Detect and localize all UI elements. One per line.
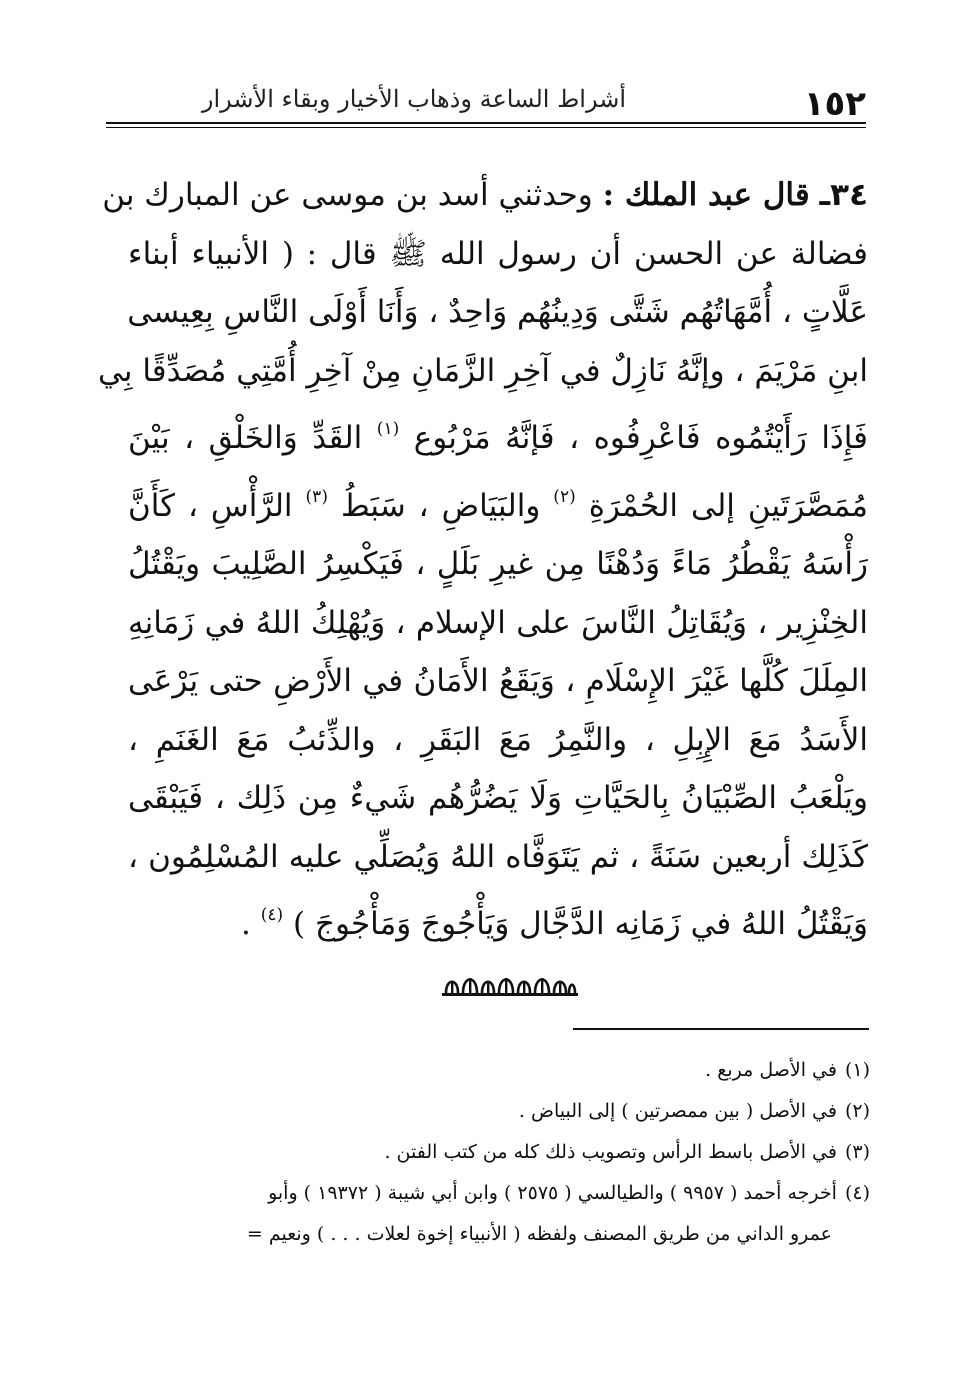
text-line	[102, 166, 868, 225]
hadith-speaker: قال عبد الملك :	[602, 177, 810, 213]
footnote-number: (١)	[844, 1059, 870, 1081]
text-line: ابنِ مَرْيَمَ ، وإنَّهُ نَازِلٌ في آخِرِ الزَّمَانِ مِنْ آخِرِ أُمَّتِي مُصَدِّقًا بِي	[98, 352, 868, 389]
text-line: الخِنْزِير ، وَيُقَاتِلُ النَّاسَ على الإسلام ، وَيُهْلِكُ اللهُ في زَمَانِهِ	[128, 604, 868, 641]
text-segment: .	[241, 906, 251, 942]
footnotes	[128, 1050, 870, 1255]
text-segment: والبَيَاضِ ، سَبَطُ	[340, 487, 541, 524]
text-line	[128, 886, 868, 954]
footnote-item	[128, 1091, 870, 1132]
section-ornament	[442, 972, 578, 998]
footnote-marker: (٣)	[305, 486, 328, 507]
text-segment: الرَّأْسِ ، كَأَنَّ	[128, 487, 293, 524]
running-title: أشراط الساعة وذهاب الأخيار وبقاء الأشرار	[201, 85, 626, 113]
text-line: المِلَلَ كُلَّها غَيْرَ الإِسْلَامِ ، وَيَقَعُ الأَمَانُ في الأَرْضِ حتى يَرْعَى	[128, 663, 868, 699]
footnote-marker: (١)	[376, 419, 400, 439]
text-segment: فَإِذَا رَأَيْتُمُوه فَاعْرِفُوه ، فَإنَّهُ مَرْبُوع	[413, 420, 868, 456]
page-header	[106, 78, 866, 130]
text-segment: القَدِّ وَالخَلْقِ ، بَيْنَ	[128, 420, 363, 456]
page-number: ١٥٢	[803, 84, 866, 124]
footnote-text: في الأصل باسط الرأس وتصويب ذلك كله من كتب الفتن .	[384, 1141, 837, 1163]
footnote-item	[128, 1050, 870, 1091]
text-segment: وَيَقْتُلُ اللهُ في زَمَانِه الدَّجَّال وَيَأْجُوجَ وَمَأْجُوجَ )	[293, 906, 868, 942]
text-line: كَذَلِك أربعين سَنَةً ، ثم يَتَوَفَّاه اللهُ وَيُصَلِّي عليه المُسْلِمُون ،	[128, 838, 868, 875]
text-line: الأَسَدُ مَعَ الإِبِلِ ، والنَّمِرُ مَعَ البَقَرِ ، والذِّئبُ مَعَ الغَنَمِ ،	[128, 721, 868, 758]
footnote-continuation: عمرو الداني من طريق المصنف ولفظه ( الأنبياء إخوة لعلات . . . ) ونعيم =	[246, 1223, 832, 1245]
footnote-number: (٢)	[844, 1100, 870, 1122]
text-line: عَلَّاتٍ ، أُمَّهَاتُهُم شَتَّى وَدِينُهُم وَاحِدٌ ، وَأَنَا أَوْلَى النَّاسِ بِعِيسى	[127, 294, 868, 330]
footnote-text: أخرجه أحمد ( ٩٩٥٧ ) والطيالسي ( ٢٥٧٥ ) وابن أبي شيبة ( ١٩٣٧٢ ) وأبو	[268, 1182, 837, 1204]
text-line	[128, 400, 868, 468]
footnote-number: (٣)	[844, 1141, 870, 1163]
text-line: ويَلْعَبُ الصِّبْيَانُ بِالحَيَّاتِ وَلَا يَضُرُّهُم شَيءٌ مِن ذَلِك ، فَيَبْقَى	[128, 780, 868, 816]
text-segment: مُمَصَّرَتَينِ إلى الحُمْرَةِ	[588, 487, 868, 524]
header-rule-thin	[106, 127, 866, 128]
hadith-number: ٣٤ـ	[819, 177, 868, 213]
header-rule	[106, 122, 866, 124]
text-line: فضالة عن الحسن أن رسول الله ﷺ قال : ( الأنبياء أبناء	[128, 235, 868, 272]
text-line	[128, 468, 868, 536]
footnote-marker: (٢)	[553, 486, 576, 507]
footnote-item	[128, 1173, 870, 1214]
footnote-text: في الأصل ( بين ممصرتين ) إلى البياض .	[518, 1100, 837, 1122]
footnote-marker: (٤)	[260, 905, 284, 925]
footnote-separator	[573, 1028, 869, 1030]
text-line: رَأْسَهُ يَقْطُرُ مَاءً وَدُهْنًا مِن غيرِ بَلَلٍ ، فَيَكْسِرُ الصَّلِيبَ ويَقْتُلُ	[128, 546, 868, 582]
text-line-content: وحدثني أسد بن موسى عن المبارك بن	[102, 177, 593, 213]
hadith-text	[98, 166, 868, 954]
footnote-number: (٤)	[844, 1182, 870, 1204]
footnote-item	[128, 1132, 870, 1173]
footnote-text: في الأصل مربع .	[705, 1059, 837, 1081]
